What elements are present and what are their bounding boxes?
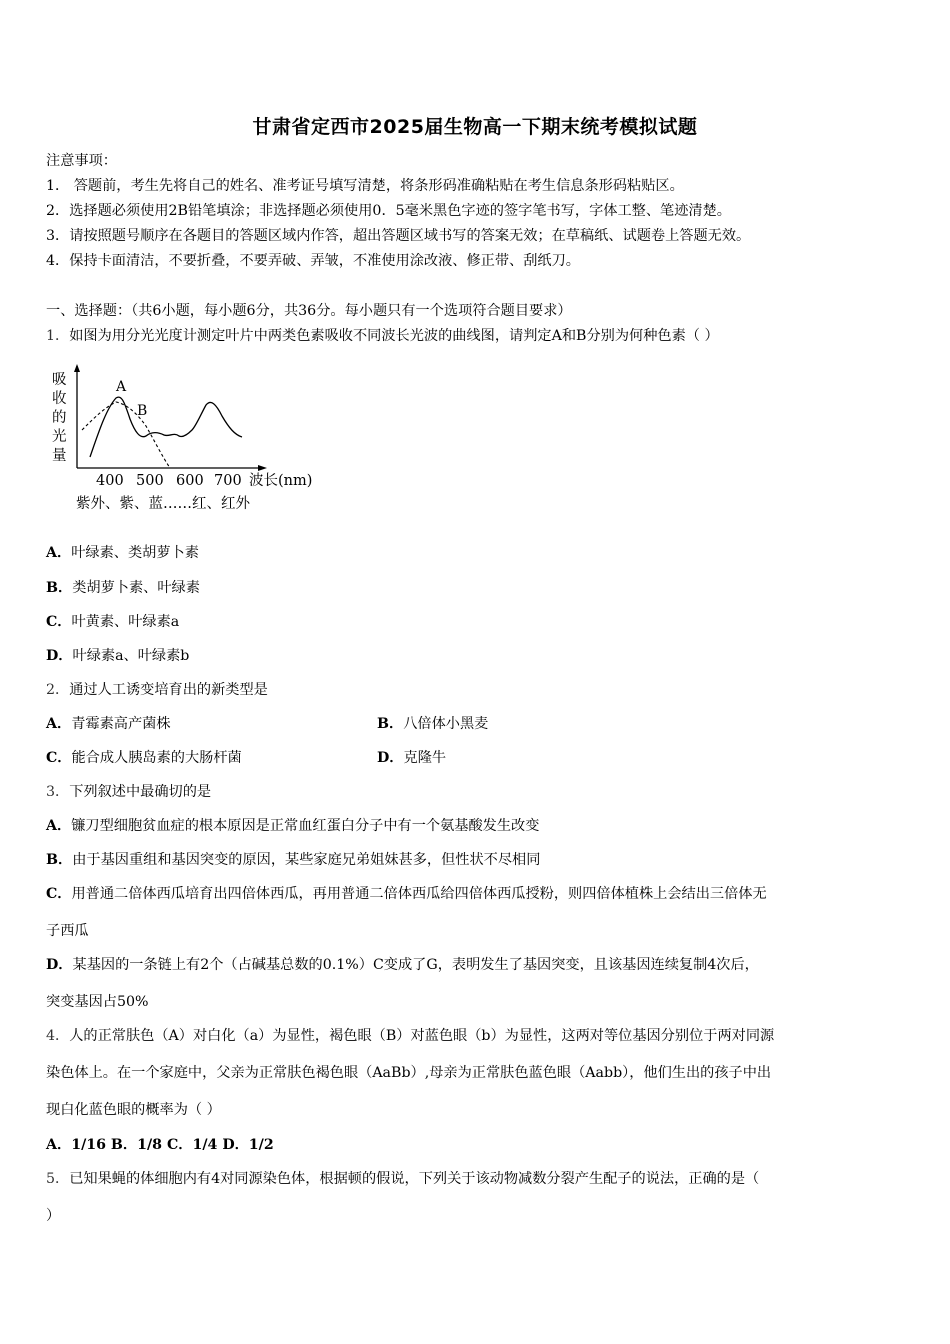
x-axis-label: 波长(nm) — [249, 473, 313, 489]
curve-b-label: B — [137, 403, 148, 419]
q1-option-a: A．叶绿素、类胡萝卜素 — [46, 545, 199, 561]
question-5-stem-line2: ） — [46, 1208, 61, 1224]
section-heading: 一、选择题：（共6小题，每小题6分，共36分。每小题只有一个选项符合题目要求） — [46, 303, 572, 319]
tick-500: 500 — [136, 473, 164, 489]
q2-option-c: C．能合成人胰岛素的大肠杆菌 — [46, 750, 242, 766]
q3-option-d-cont: 突变基因占50% — [46, 994, 149, 1010]
tick-600: 600 — [176, 473, 204, 489]
q1-option-c: C．叶黄素、叶绿素a — [46, 614, 180, 630]
question-2-stem: 2．通过人工诱变培育出的新类型是 — [46, 682, 268, 698]
y-axis-label: 吸 收 的 光 量 — [52, 372, 67, 464]
curve-b — [82, 402, 170, 468]
q1-option-d: D．叶绿素a、叶绿素b — [46, 648, 190, 664]
q4-options: A．1/16 B．1/8 C．1/4 D．1/2 — [46, 1137, 274, 1153]
tick-400: 400 — [96, 473, 124, 489]
q1-option-b: B．类胡萝卜素、叶绿素 — [46, 580, 200, 596]
notice-item-4: 4．保持卡面清洁，不要折叠，不要弄破、弄皱，不准使用涂改液、修正带、刮纸刀。 — [46, 253, 580, 269]
question-4-stem-line2: 染色体上。在一个家庭中，父亲为正常肤色褐色眼（AaBb）,母亲为正常肤色蓝色眼（Aabb），他们生出的孩子中出 — [46, 1065, 772, 1081]
q3-option-a: A．镰刀型细胞贫血症的根本原因是正常血红蛋白分子中有一个氨基酸发生改变 — [46, 818, 540, 834]
question-4-stem: 4．人的正常肤色（A）对白化（a）为显性，褐色眼（B）对蓝色眼（b）为显性，这两对等位基因分别位于两对同源 — [46, 1028, 775, 1044]
x-axis-arrow — [258, 465, 267, 471]
q3-option-c: C．用普通二倍体西瓜培育出四倍体西瓜，再用普通二倍体西瓜给四倍体西瓜授粉，则四倍体植株上会结出三倍体无 — [46, 886, 767, 902]
question-text: 如图为用分光光度计测定叶片中两类色素吸收不同波长光波的曲线图，请判定A和B分别为何种色素（ ） — [69, 328, 719, 344]
q3-option-b: B．由于基因重组和基因突变的原因，某些家庭兄弟姐妹甚多，但性状不尽相同 — [46, 852, 541, 868]
tick-700: 700 — [214, 473, 242, 489]
q3-option-c-cont: 子西瓜 — [46, 923, 89, 939]
notice-item-2: 2．选择题必须使用2B铅笔填涂；非选择题必须使用0．5毫米黑色字迹的签字笔书写，字体工整、笔迹清楚。 — [46, 203, 731, 219]
question-4-stem-line3: 现白化蓝色眼的概率为（ ） — [46, 1102, 221, 1118]
notice-item-1: 1． 答题前，考生先将自己的姓名、准考证号填写清楚，将条形码准确粘贴在考生信息条形码粘贴区。 — [46, 178, 684, 194]
curve-a — [90, 397, 242, 457]
absorption-spectrum-figure — [46, 364, 336, 524]
q2-option-d: D．克隆牛 — [377, 750, 447, 766]
q3-option-d: D．某基因的一条链上有2个（占碱基总数的0.1%）C变成了G，表明发生了基因突变，且该基因连续复制4次后， — [46, 957, 759, 973]
question-5-stem: 5．已知果蝇的体细胞内有4对同源染色体，根据顿的假说，下列关于该动物减数分裂产生配子的说法，正确的是（ — [46, 1171, 760, 1187]
notice-heading: 注意事项： — [46, 153, 117, 169]
q2-option-b: B．八倍体小黑麦 — [377, 716, 489, 732]
q2-option-a: A．青霉素高产菌株 — [46, 716, 171, 732]
question-3-stem: 3．下列叙述中最确切的是 — [46, 784, 212, 800]
curve-a-label: A — [116, 379, 127, 395]
question-number: 1． — [46, 328, 70, 344]
notice-item-3: 3．请按照题号顺序在各题目的答题区域内作答，超出答题区域书写的答案无效；在草稿纸、试题卷上答题无效。 — [46, 228, 751, 244]
y-axis-arrow — [74, 364, 80, 372]
spectrum-label: 紫外、紫、蓝……红、红外 — [76, 496, 250, 512]
page-title: 甘肃省定西市2025届生物高一下期末统考模拟试题 — [252, 116, 698, 138]
question-1-stem — [46, 326, 719, 346]
